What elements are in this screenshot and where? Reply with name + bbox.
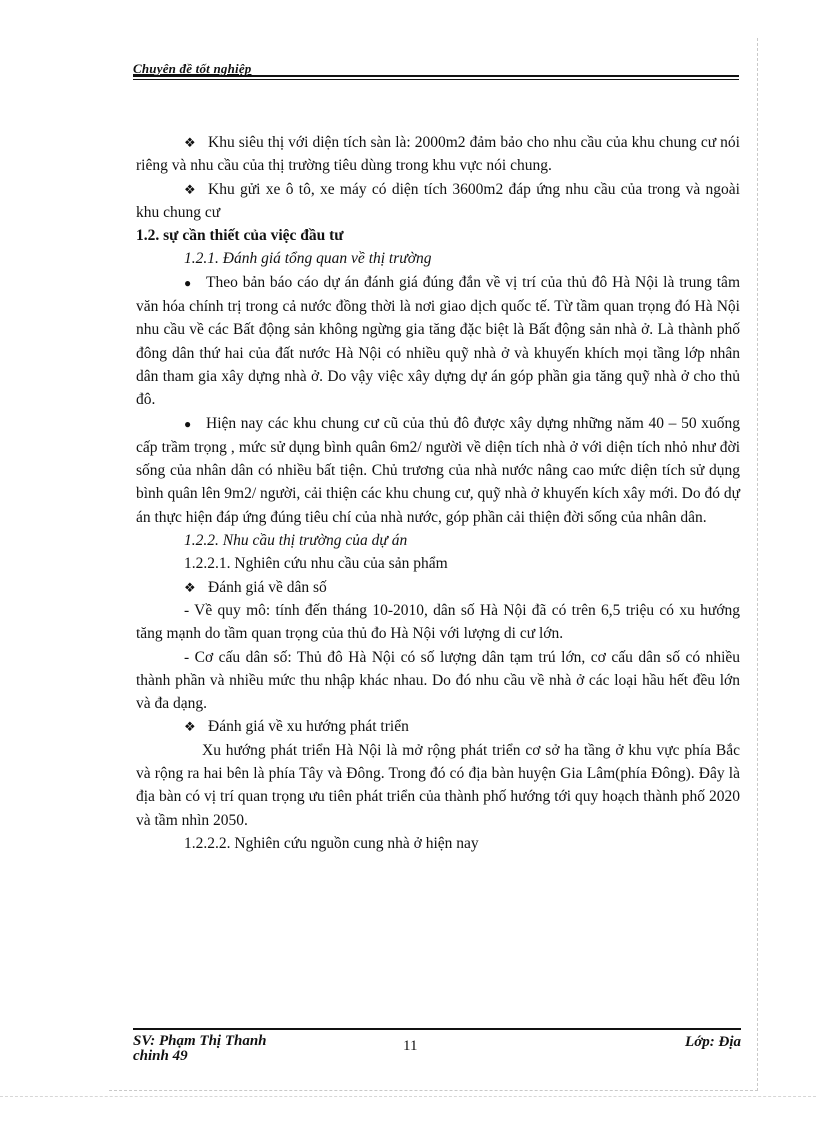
heading-1-2-1: 1.2.1. Đánh giá tổng quan về thị trường (184, 250, 432, 268)
heading-1-2-2-2: 1.2.2.2. Nghiên cứu nguồn cung nhà ở hiện nay (184, 834, 479, 852)
paragraph-population-scale: - Về quy mô: tính đến tháng 10-2010, dân số Hà Nội đã có trên 6,5 triệu có xu hướng tăng mạnh do tầm quan trọng của thủ đo Hà Nội với lượng di cư lớn. (136, 601, 740, 643)
round-bullet-icon: ● (184, 275, 192, 290)
paragraph-old-apartments: ● Hiện nay các khu chung cư cũ của thủ đô được xây dựng những năm 40 – 50 xuống cấp trầm trọng , mức sử dụng bình quân 6m2/ người về diện tích nhà ở với diện tích nhỏ như đời sống của nhân dân có nhiều bất tiện. Chủ trương của nhà nước nâng cao mức diện tích sử dụng bình quân lên 9m2/ người, cải thiện các khu chung cư, quỹ nhà ở khuyến kích xây mới. Do đó dự án thực hiện đáp ứng đúng tiêu chí của nhà nước, góp phần cải thiện đời sống của nhân dân. (136, 414, 740, 526)
page-number: 11 (403, 1038, 418, 1054)
heading-1-2: 1.2. sự cần thiết của việc đầu tư (136, 227, 344, 245)
document-body (136, 131, 740, 855)
footer-student (133, 1034, 333, 1064)
header-title: Chuyên đề tốt nghiệp (133, 61, 252, 76)
paragraph-trend-title: ❖ Đánh giá về xu hướng phát triển (136, 715, 740, 738)
header-rule-thick (133, 75, 739, 77)
page-bottom-divider (0, 1096, 816, 1097)
page-footer (133, 1028, 741, 1078)
paragraph-parking: ❖ Khu gửi xe ô tô, xe máy có diện tích 3600m2 đáp ứng nhu cầu của trong và ngoài khu chung cư (136, 178, 740, 225)
footer-class-label: Lớp: Địa (685, 1034, 741, 1050)
paragraph-development-trend: Xu hướng phát triển Hà Nội là mở rộng phát triển cơ sở ha tầng ở khu vực phía Bắc và rộng ra hai bên là phía Tây và Đông. Trong đó có địa bàn huyện Gia Lâm(phía Đông). Đây là địa bàn có vị trí quan trọng ưu tiên phát triển của thành phố hướng tới quy hoạch thành phố 2020 và tầm nhìn 2050. (136, 741, 740, 829)
paragraph-supermarket: ❖ Khu siêu thị với diện tích sàn là: 2000m2 đảm bảo cho nhu cầu của khu chung cư nói riêng và nhu cầu của thị trường tiêu dùng trong khu vực nói chung. (136, 131, 740, 178)
diamond-bullet-icon: ❖ (184, 181, 196, 197)
diamond-bullet-icon: ❖ (184, 579, 196, 595)
paragraph-market-overview: ● Theo bản báo cáo dự án đánh giá đúng đắn về vị trí của thủ đô Hà Nội là trung tâm văn hóa chính trị trong cả nước đồng thời là nơi giao dịch quốc tế. Từ tầm quan trọng đó Hà Nội nhu cầu về các Bất động sản không ngừng gia tăng đặc biệt là Bất động sản nhà ở. Là thành phố đông dân thứ hai của đất nước Hà Nội có nhiều quỹ nhà ở và khuyến khích mọi tầng lớp nhân dân tham gia xây dựng nhà ở. Do vậy việc xây dựng dự án góp phần gia tăng quỹ nhà ở cho thủ đô. (136, 273, 740, 409)
diamond-bullet-icon: ❖ (184, 719, 196, 735)
footer-student-name: SV: Phạm Thị Thanh (133, 1033, 267, 1049)
paragraph-population-structure: - Cơ cấu dân số: Thủ đô Hà Nội có số lượng dân tạm trú lớn, cơ cấu dân số có nhiều thành phần và nhiều mức thu nhập khác nhau. Do đó nhu cầu về nhà ở các loại hầu hết đều lớn và đa dạng. (136, 648, 740, 713)
heading-1-2-2-1: 1.2.2.1. Nghiên cứu nhu cầu của sản phẩm (184, 555, 448, 573)
diamond-bullet-icon: ❖ (184, 135, 196, 150)
header-rule-thin (133, 79, 739, 80)
round-bullet-icon: ● (184, 416, 192, 431)
heading-1-2-2: 1.2.2. Nhu cầu thị trường của dự án (184, 532, 408, 550)
paragraph-population-title: ❖ Đánh giá về dân số (136, 576, 740, 599)
footer-student-class: chinh 49 (133, 1048, 188, 1064)
page-header (133, 59, 739, 81)
footer-rule (133, 1028, 741, 1030)
